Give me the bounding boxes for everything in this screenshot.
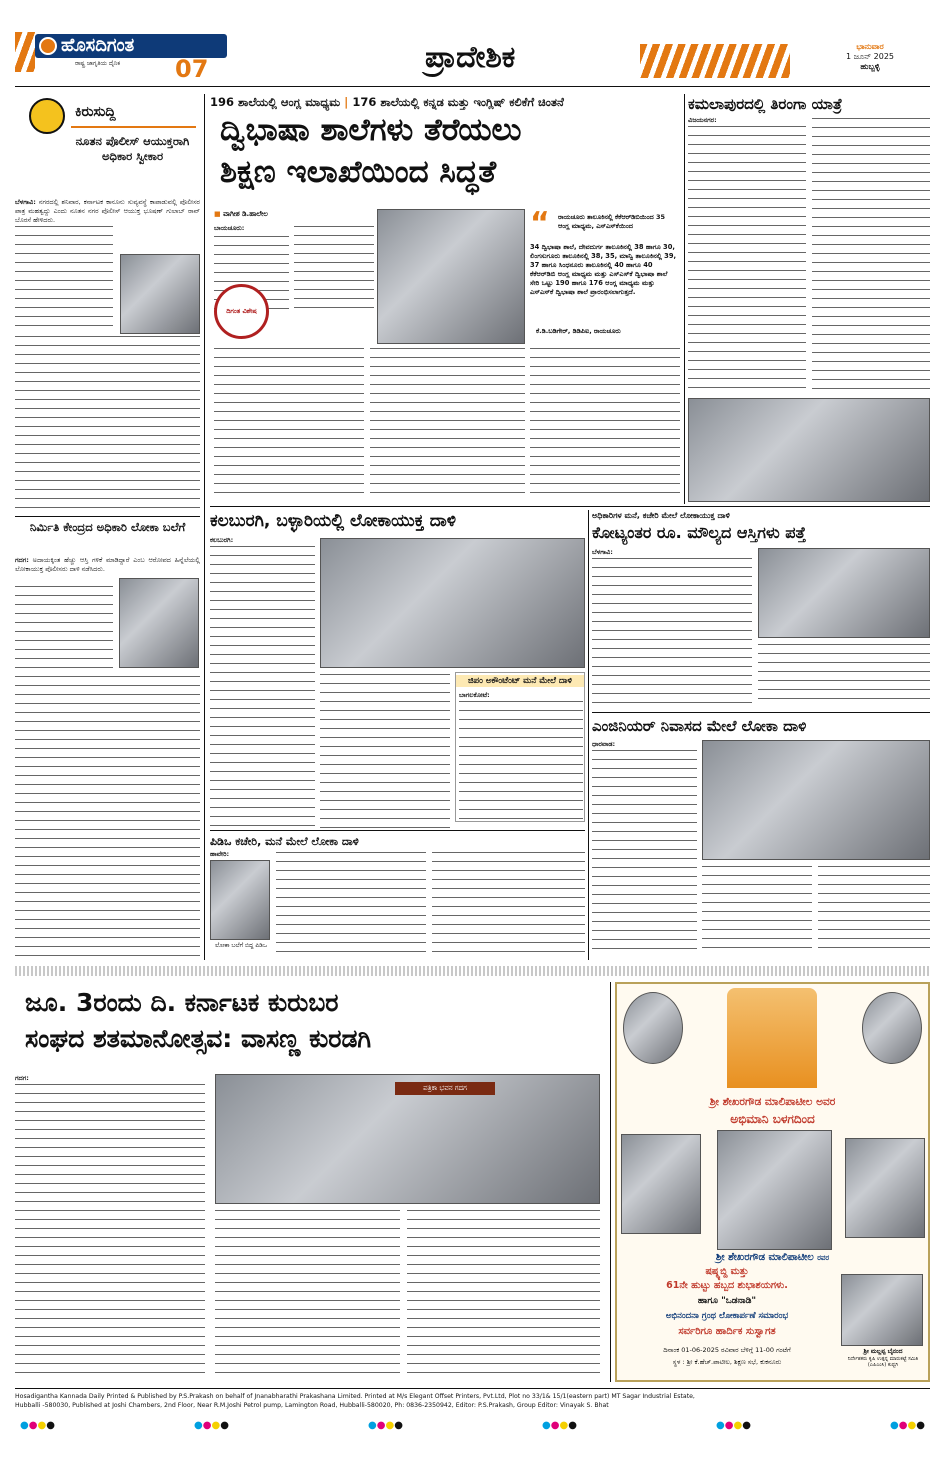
digantha-special-stamp: [214, 284, 269, 339]
logo-box: [35, 30, 245, 83]
kuruba-col3: [407, 1208, 600, 1378]
accountant-dateline: ಬಾಗಲಕೋಟೆ:: [459, 691, 490, 699]
engineer-story: [592, 716, 930, 960]
crore-col1: [592, 556, 752, 706]
birthday-advert: [615, 982, 930, 1382]
sidebar-story1-body: [15, 198, 200, 225]
school-children-photo: [377, 209, 525, 344]
crore-dateline: ಬೆಳಗಾವಿ:: [592, 548, 613, 556]
press-banner: ಪತ್ರಿಕಾ ಭವನ ಗದಗ: [395, 1082, 495, 1095]
advert-name-text: ಶ್ರೀ ಶೇಖರಗೌಡ ಮಾಲಿಪಾಟೀಲ: [715, 1252, 814, 1263]
pdo-dateline-row: [210, 850, 229, 859]
lead-col4-text: [370, 346, 525, 496]
imprint-line1: Hosadigantha Kannada Daily Printed & Published by P.S.Prakash on behalf of Jnanabharathi Prakashana Limited. Printed at M/s Elegant Offset Printers, Pvt.Ltd, Plot no 33/1& 15/1(eastern part) MT Sagar Industrial Estate,: [15, 1393, 695, 1400]
pdo-col2: [432, 850, 585, 955]
engineer-headline: ಎಂಜಿನಿಯರ್ ನಿವಾಸದ ಮೇಲೆ ಲೋಕಾ ದಾಳಿ: [592, 717, 807, 735]
sidebar-story1-columns: [15, 334, 200, 514]
sidebar-story2-headline: ನಿರ್ಮಿತಿ ಕೇಂದ್ರದ ಅಧಿಕಾರಿ ಲೋಕಾ ಬಲೆಗೆ: [29, 520, 186, 534]
quote-mark-icon: “: [530, 206, 550, 241]
raid-photo: [320, 538, 585, 668]
cmyk-mark-icon: ●●●●: [716, 1420, 751, 1431]
date: 1 ಜೂನ್ 2025: [845, 52, 895, 61]
sidebar-divider: [15, 516, 200, 517]
engineer-col2: [702, 864, 812, 956]
pdo-headline: ಪಿಡಿಒ ಕಚೇರಿ, ಮನೆ ಮೇಲೆ ಲೋಕಾ ದಾಳಿ: [210, 835, 359, 848]
lokayukta-col1: [210, 544, 315, 828]
logo-emblem-icon: [39, 37, 57, 55]
sponsor-name: ಶ್ರೀ ಮಲ್ಲಪ್ಪ ಬೈನಂದ: [863, 1348, 903, 1355]
advert-name: [617, 1252, 928, 1263]
lokayukta-headline: ಕಲಬುರಗಿ, ಬಳ್ಳಾರಿಯಲ್ಲಿ ಲೋಕಾಯುಕ್ತ ದಾಳಿ: [210, 511, 456, 531]
masthead-right-stripes: [640, 44, 790, 78]
sidebar: [15, 94, 200, 964]
cmyk-mark-icon: ●●●●: [368, 1420, 403, 1431]
engineer-dateline: ಧಾರವಾಡ:: [592, 740, 616, 748]
kamalapura-col1: [688, 124, 806, 394]
kamalapura-headline: ಕಮಲಾಪುರದಲ್ಲಿ ತಿರಂಗಾ ಯಾತ್ರೆ: [688, 95, 843, 113]
kuruba-right-rule: [610, 982, 611, 1382]
color-registration-marks: [20, 1420, 925, 1434]
sidebar-story2-wrap: [15, 584, 113, 674]
sidebar-tag: ಕಿರುಸುದ್ದಿ: [75, 104, 116, 120]
kuruba-dateline: ಗದಗ:: [15, 1074, 29, 1082]
masthead: [0, 0, 945, 90]
stamp-text: ದಿಗಂತ ವಿಶೇಷ: [226, 307, 257, 315]
crore-story: [592, 510, 930, 710]
commissioner-photo: [120, 254, 200, 334]
kuruba-headline-2: ಸಂಘದ ಶತಮಾನೋತ್ಸವ: ವಾಸಣ್ಣ ಕುರಡಗಿ: [25, 1024, 372, 1053]
engineer-raid-photo: [702, 740, 930, 860]
advert-name-suffix: ರವರ: [817, 1254, 830, 1262]
lead-dateline: ಬಾಯಚೂರು:: [214, 224, 245, 232]
kuruba-col1: [15, 1082, 205, 1378]
sidebar-story2-dateline: ಗದಗ:: [15, 556, 29, 564]
sponsor-photo: [841, 1274, 923, 1346]
lead-kicker-left: 196 ಶಾಲೆಯಲ್ಲಿ ಆಂಗ್ಲ ಮಾಧ್ಯಮ: [210, 95, 341, 109]
imprint-top-rule: [15, 1388, 930, 1389]
edition: ಹುಬ್ಬಳ್ಳಿ: [860, 62, 880, 71]
sidebar-tag-underline: [71, 126, 196, 128]
lokayukta-col2: [320, 672, 450, 828]
kuruba-col2: [215, 1208, 400, 1378]
lead-kicker: 196 ಶಾಲೆಯಲ್ಲಿ ಆಂಗ್ಲ ಮಾಧ್ಯಮ | 176 ಶಾಲೆಯಲ್ಲಿ ಕನ್ನಡ ಮತ್ತು ಇಂಗ್ಲಿಷ್ ಕಲಿಕೆಗೆ ಚಿಂತನೆ: [210, 95, 564, 109]
sidebar-vertical-rule: [204, 94, 205, 960]
crore-kicker: ಅಧಿಕಾರಿಗಳ ಮನೆ, ಕಚೇರಿ ಮೇಲೆ ಲೋಕಾಯುಕ್ತ ದಾಳಿ: [592, 511, 730, 520]
day: ಭಾನುವಾರ: [856, 42, 884, 51]
engineer-col1: [592, 748, 697, 956]
leader-photo-center: [717, 1130, 832, 1250]
seized-valuables-photo: [758, 548, 930, 638]
quote-intro: ರಾಯಚೂರು ತಾಲೂಕಿನಲ್ಲಿ ಕೆಕೆಆರ್‌ಡಿಬಿಯಿಂದ 35 ಆಂಗ್ಲ ಮಾಧ್ಯಮ, ಎಸ್‌ಎಸ್‌ಕೆಯಿಂದ: [558, 213, 666, 230]
pdo-caption: ಲೋಕಾ ಬಲೆಗೆ ಬಿದ್ದ ಪಿಡಿಒ: [214, 942, 267, 949]
quote-box: [530, 206, 678, 344]
guru-portrait: [862, 992, 922, 1064]
advert-welcome: ಸರ್ವರಿಗೂ ಹಾರ್ದಿಕ ಸುಸ್ವಾಗತ: [678, 1326, 776, 1337]
kuruba-headline-1: ಜೂ. 3ರಂದು ದಿ. ಕರ್ನಾಟಕ ಕುರುಬರ: [25, 988, 339, 1017]
engineer-col3: [818, 864, 930, 956]
lead-right-rule: [684, 94, 685, 504]
lead-col2-text: [294, 224, 374, 314]
leader-photo-right: [845, 1138, 925, 1238]
bottom-section-stripes: [15, 966, 930, 976]
temple-image: [727, 988, 817, 1088]
row1-bottom-rule: [210, 506, 930, 507]
logo-tagline: ರಾಷ್ಟ್ರ ಜಾಗೃತಿಯ ದೈನಿಕ: [75, 60, 121, 67]
lead-headline-2: ಶಿಕ್ಷಣ ಇಲಾಖೆಯಿಂದ ಸಿದ್ಧತೆ: [220, 154, 497, 190]
sponsor-role: ನಿರ್ದೇಶಕರು ಕೃಷಿ ಉತ್ಪನ್ನ ಮಾರುಕಟ್ಟೆ ಸಮಿತಿ (ಎಪಿಎಂಸಿ) ಕುಷ್ಟಗಿ: [847, 1356, 919, 1368]
advert-wish-3: ಹಾಗೂ "ಒಡನಾಡಿ": [697, 1296, 757, 1306]
sidebar-story1-dateline: ಬೆಳಗಾವಿ:: [15, 198, 36, 206]
tiranga-yatra-photo: [688, 398, 930, 502]
pdo-rule: [210, 830, 585, 831]
cmyk-mark-icon: ●●●●: [890, 1420, 925, 1431]
kamalapura-story: [688, 94, 930, 504]
lead-byline-name: ವಾಗೀಶ ಡಿ.ಹಾಲೇಲ: [223, 210, 268, 218]
lokayukta-dateline: ಕಲಬುರಗಿ:: [210, 536, 234, 544]
cmyk-mark-icon: ●●●●: [20, 1420, 55, 1431]
kamalapura-col2: [812, 116, 930, 394]
crore-headline: ಕೋಟ್ಯಂತರ ರೂ. ಮೌಲ್ಯದ ಆಸ್ತಿಗಳು ಪತ್ತೆ: [592, 523, 807, 542]
quote-body: 34 ದ್ವಿಭಾಷಾ ಶಾಲೆ, ದೇವದುರ್ಗ ತಾಲೂಕಿನಲ್ಲಿ 38 ಹಾಗೂ 30, ಲಿಂಗಸುಗೂರು ತಾಲೂಕಿನಲ್ಲಿ 38, 35, ಮಾನ್ವಿ ತಾಲೂಕಿನಲ್ಲಿ 39, 37 ಹಾಗೂ ಸಿಂಧನೂರು ತಾಲೂಕಿನಲ್ಲಿ 40 ಹಾಗೂ 40 ಕೆಕೆಆರ್‌ಡಿಬಿ ಆಂಗ್ಲ ಮಾಧ್ಯಮ ಮತ್ತು ಎಸ್‌ಎಸ್‌ಕೆ ದ್ವಿಭಾಷಾ ಶಾಲೆ ಸೇರಿ ಒಟ್ಟು 190 ಹಾಗೂ 176 ಆಂಗ್ಲ ಮಾಧ್ಯಮ ಮತ್ತು ಎಸ್‌ಎಸ್‌ಕೆ ದ್ವಿಭಾಷಾ ಶಾಲೆ ಪ್ರಾರಂಭಿಸಲಾಗುತ್ತದೆ.: [530, 243, 677, 296]
lead-col3-text: [214, 346, 364, 496]
lead-story: [210, 94, 680, 504]
pdo-photo: [210, 860, 270, 940]
logo-text: ಹೊಸದಿಗಂತ: [61, 35, 135, 56]
imprint-line2: Hubballi -580030, Published at Joshi Chambers, 2nd Floor, Near R.M.Joshi Petrol pump, Lamington Road, Hubballi-580020, Ph: 0836-2350942, Editor: P.S.Prakash, Group Editor: Vinayak S. Bhat: [15, 1402, 609, 1409]
accountant-text: [459, 699, 583, 819]
lead-kicker-right: 176 ಶಾಲೆಯಲ್ಲಿ ಕನ್ನಡ ಮತ್ತು ಇಂಗ್ಲಿಷ್ ಕಲಿಕೆಗೆ ಚಿಂತನೆ: [352, 95, 564, 109]
lead-headline-1: ದ್ವಿಭಾಷಾ ಶಾಲೆಗಳು ತೆರೆಯಲು: [220, 112, 522, 148]
advert-wish-2: 61ನೇ ಹುಟ್ಟು ಹಬ್ಬದ ಶುಭಾಶಯಗಳು.: [666, 1280, 788, 1291]
lokayukta-story: [210, 510, 585, 960]
advert-date: ದಿನಾಂಕ 01-06-2025 ರವಿವಾರ ಬೆಳಿಗ್ಗೆ 11-00 ಗಂಟೆಗೆ: [663, 1346, 791, 1354]
sidebar-story1-headline: ನೂತನ ಪೊಲೀಸ್ ಆಯುಕ್ತರಾಗಿ ಅಧಿಕಾರ ಸ್ವೀಕಾರ: [75, 134, 190, 163]
imprint: [15, 1392, 930, 1410]
sidebar-story1-wrap: [15, 224, 113, 334]
pdo-col1: [276, 850, 426, 955]
kirusuddi-icon: [29, 98, 65, 134]
leader-photo-left: [621, 1134, 701, 1234]
cmyk-mark-icon: ●●●●: [542, 1420, 577, 1431]
quote-attrib: ಕೆ.ಡಿ.ಬಡಿಗೇರ್, ಡಿಡಿಪಿಐ, ರಾಯಚೂರು: [536, 327, 621, 335]
lead-col5-text: [530, 346, 680, 496]
masthead-date-block: [820, 42, 920, 72]
cmyk-mark-icon: ●●●●: [194, 1420, 229, 1431]
crore-col2: [758, 642, 930, 706]
sidebar-story2-lead: ಅದಾಯಕ್ಕಿಂತ ಹೆಚ್ಚು ಆಸ್ತಿ ಗಳಿಕೆ ಮಾಡಿದ್ದಾರೆ ಎಂಬ ಆರೋಪದ ಹಿನ್ನೆಲೆಯಲ್ಲಿ ಲೋಕಾಯುಕ್ತ ಪೊಲೀಸರು ದಾಳಿ ನಡೆಸಿದರು.: [15, 556, 200, 573]
advert-wish-4: ಅಭಿನಂದನಾ ಗ್ರಂಥ ಲೋಕಾರ್ಪಣೆ ಸಮಾರಂಭ: [665, 1311, 789, 1321]
page-number: 07: [175, 55, 209, 83]
accountant-headline: ಜಿಪಂ ಅಕೌಂಟೆಂಟ್ ಮನೆ ಮೇಲೆ ದಾಳಿ: [456, 675, 584, 687]
sidebar-story1-lead: ನಗರದಲ್ಲಿ ಶನಿವಾರ, ಕರ್ನಾಟಕ ಕಾನೂನು ಸುವ್ಯವಸ್ಥೆ ಕಾಪಾಡುವಲ್ಲಿ ಪೊಲೀಸರ ಪಾತ್ರ ಮಹತ್ವದ್ದು ಎಂದು ನೂತನ ನಗರ ಪೊಲೀಸ್ ಆಯುಕ್ತ ಭೂಷಣ್ ಗುಲಾಬ್ ರಾವ್ ಬೊರಸೆ ಹೇಳಿದರು.: [15, 198, 200, 224]
advert-wish-1: ಷಷ್ಠ್ಯಬ್ದಿ ಮತ್ತು: [705, 1266, 749, 1277]
sidebar-story2-body: [15, 556, 200, 574]
pdo-dateline: ಹಾವೇರಿ:: [210, 850, 230, 858]
engineer-rule: [592, 712, 930, 713]
officer-photo: [119, 578, 199, 668]
masthead-rule: [15, 86, 930, 87]
advert-venue: ಸ್ಥಳ : ಶ್ರೀ ಕೆ.ಹೆಚ್.ಪಾಟೀಲ, ಶಿಕ್ಷಣ ಸಭೆ, ಕುಕನೂರು: [672, 1358, 782, 1366]
kamalapura-dateline: ವಿಜಯನಗರ:: [688, 116, 717, 124]
advert-title-1: ಶ್ರೀ ಶೇಖರಗೌಡ ಮಾಲಿಪಾಟೀಲ ಅವರ: [709, 1096, 836, 1108]
lokayukta-right-rule: [588, 510, 589, 960]
section-title: ಪ್ರಾದೇಶಿಕ: [425, 40, 516, 75]
sidebar-story2-columns: [15, 674, 200, 959]
lead-byline: ■ ವಾಗೀಶ ಡಿ.ಹಾಲೇಲ: [214, 210, 268, 218]
accountant-box: [455, 672, 585, 822]
advert-title-2: ಅಭಿಮಾನಿ ಬಳಗದಿಂದ: [730, 1112, 815, 1126]
kuruba-story: [15, 982, 605, 1382]
swamiji-portrait: [623, 992, 683, 1064]
